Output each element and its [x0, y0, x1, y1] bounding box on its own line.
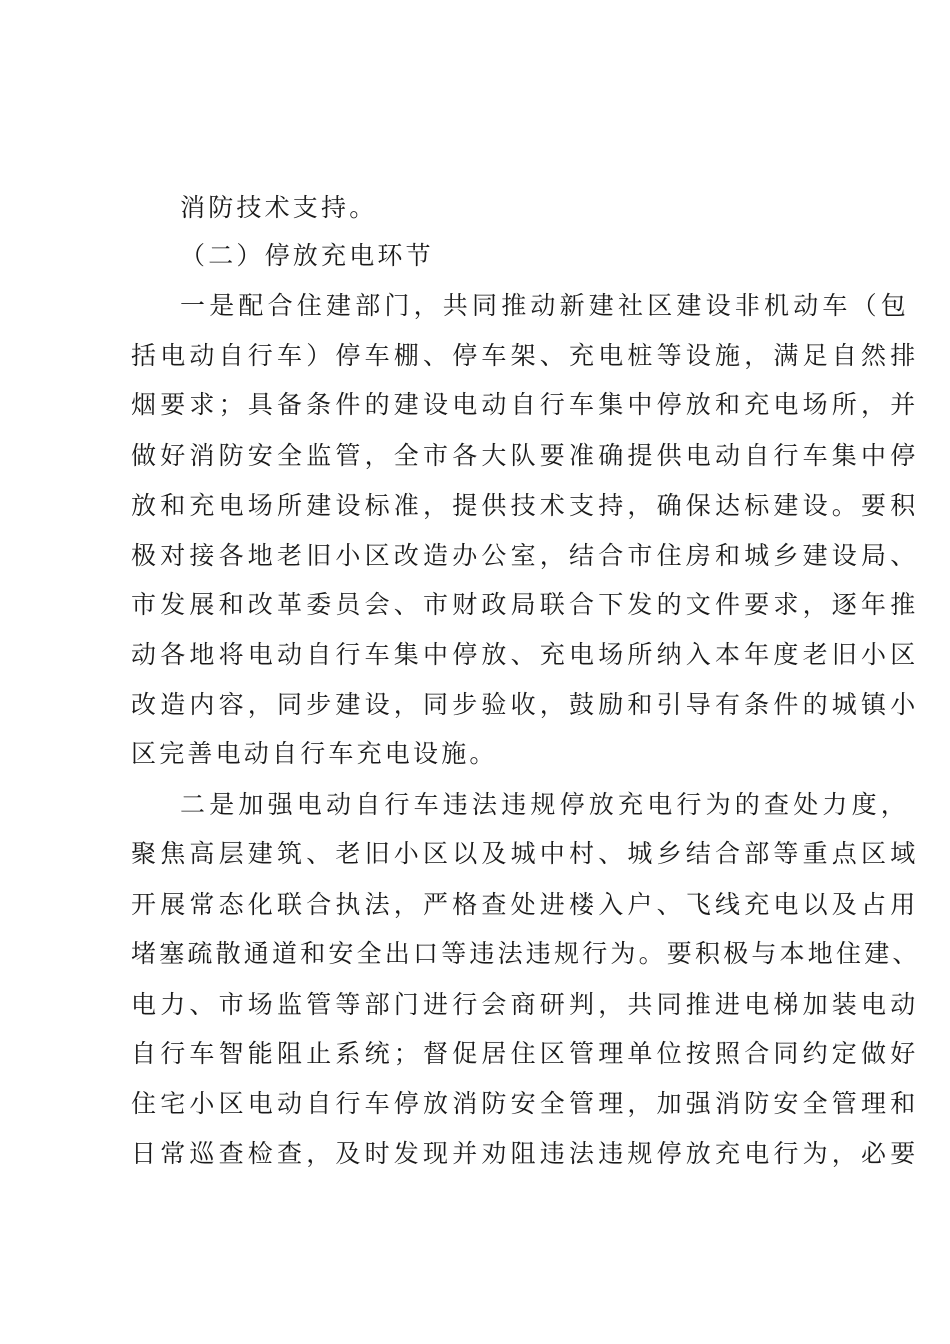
text-line	[0, 585, 950, 625]
text-line	[0, 188, 950, 228]
paragraph-line: 括电动自行车）停车棚、停车架、充电桩等设施，满足自然排	[131, 341, 920, 370]
text-line	[0, 486, 950, 526]
text-line	[0, 236, 950, 276]
text-line	[0, 1034, 950, 1074]
paragraph-line: 烟要求；具备条件的建设电动自行车集中停放和充电场所，并	[131, 390, 920, 419]
paragraph-line: 住宅小区电动自行车停放消防安全管理，加强消防安全管理和	[131, 1089, 920, 1118]
paragraph-line: 放和充电场所建设标准，提供技术支持，确保达标建设。要积	[131, 491, 920, 520]
section-heading: （二）停放充电环节	[180, 241, 434, 270]
paragraph-line: 开展常态化联合执法，严格查处进楼入户、飞线充电以及占用	[131, 890, 920, 919]
paragraph-first-line: 一是配合住建部门，共同推动新建社区建设非机动车（包	[180, 291, 911, 320]
text-line	[0, 1134, 950, 1174]
paragraph-line: 极对接各地老旧小区改造办公室，结合市住房和城乡建设局、	[131, 541, 920, 570]
text-line	[0, 385, 950, 425]
paragraph-line: 电力、市场监管等部门进行会商研判，共同推进电梯加装电动	[131, 990, 920, 1019]
paragraph-line: 自行车智能阻止系统；督促居住区管理单位按照合同约定做好	[131, 1039, 920, 1068]
text-line	[0, 336, 950, 376]
text-line	[0, 536, 950, 576]
text-line	[0, 286, 950, 326]
paragraph-line: 市发展和改革委员会、市财政局联合下发的文件要求，逐年推	[131, 590, 920, 619]
paragraph-line: 改造内容，同步建设，同步验收，鼓励和引导有条件的城镇小	[131, 690, 920, 719]
text-line	[0, 785, 950, 825]
paragraph-end-line: 消防技术支持。	[180, 193, 378, 222]
text-line	[0, 685, 950, 725]
text-line	[0, 934, 950, 974]
paragraph-line: 动各地将电动自行车集中停放、充电场所纳入本年度老旧小区	[131, 640, 920, 669]
paragraph-end-line: 区完善电动自行车充电设施。	[131, 739, 498, 768]
paragraph-first-line: 二是加强电动自行车违法违规停放充电行为的查处力度，	[180, 790, 911, 819]
text-line	[0, 885, 950, 925]
text-line	[0, 834, 950, 874]
paragraph-line: 堵塞疏散通道和安全出口等违法违规行为。要积极与本地住建、	[131, 939, 921, 968]
paragraph-line: 做好消防安全监管，全市各大队要准确提供电动自行车集中停	[131, 441, 920, 470]
text-line	[0, 436, 950, 476]
paragraph-line: 日常巡查检查，及时发现并劝阻违法违规停放充电行为，必要	[131, 1139, 920, 1168]
text-line	[0, 635, 950, 675]
text-line	[0, 985, 950, 1025]
text-line	[0, 1084, 950, 1124]
text-line	[0, 734, 950, 774]
paragraph-line: 聚焦高层建筑、老旧小区以及城中村、城乡结合部等重点区域	[131, 839, 920, 868]
